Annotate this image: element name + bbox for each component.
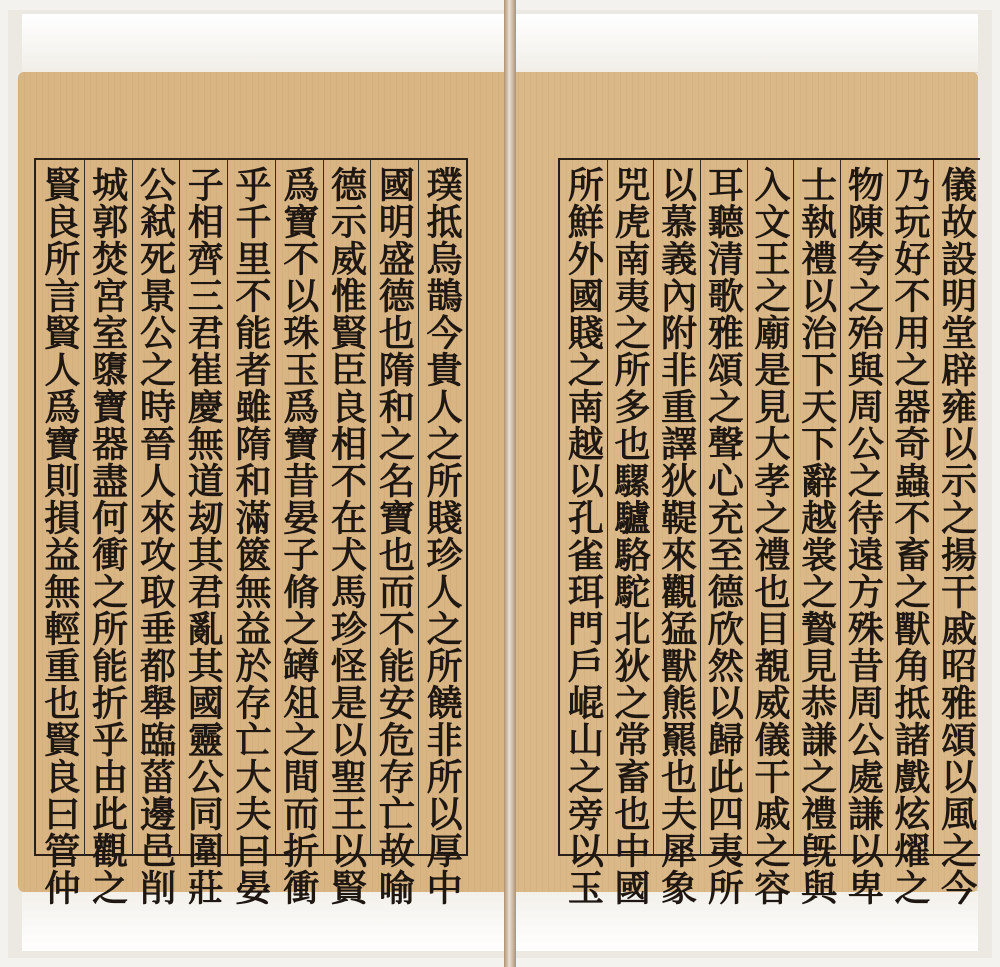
right-page-column: 乃玩好不用之器奇蟲不畜之獸角抵諸戲炫燿之 [889,166,931,906]
left-page-column: 公弒死景公之時晉人來攻取垂都舉臨菑邊邑削 [134,166,177,906]
right-page-column: 士執禮以治下天下辭越裳之贄見恭謙之禮旣與 [795,166,838,906]
right-page-column: 儀故設明堂辟雍以示之揚干戚昭雅頌以風之今 [935,166,978,906]
column-rule [84,160,85,854]
column-rule [653,160,654,854]
left-page-column: 德示威惟賢臣良相不在犬馬珍怪是以聖王以賢 [325,166,368,906]
right-text-frame [558,158,980,906]
right-page-column: 物陳夸之殆與周公之待遠方殊昔周公處謙以卑 [842,166,885,906]
column-rule [418,160,419,854]
column-rule [132,160,133,854]
column-rule [747,160,748,854]
column-rule [793,160,794,854]
column-rule [323,160,324,854]
left-text-frame [34,158,468,906]
left-page-column: 璞抵烏鵲今貴人之所賤珍人之所饒非所以厚中 [421,166,464,906]
right-page-column: 以慕義內附非重譯狄鞮來觀猛獸熊羆也夫犀象 [655,166,698,906]
book-gutter [504,0,516,967]
column-rule [607,160,608,854]
right-page-column: 耳聽清歌雅頌之聲心充至德欣然以歸此四夷所 [702,166,745,906]
column-rule [700,160,701,854]
column-rule [227,160,228,854]
left-page-column: 乎千里不能者雖隋和滿篋無益於存亡大夫曰晏 [230,166,272,906]
column-rule [179,160,180,854]
column-rule [933,160,934,854]
column-rule [370,160,371,854]
right-page-column: 兕虎南夷之所多也騾驢駱駝北狄之常畜也中國 [609,166,651,906]
right-page-column: 入文王之廟是見大孝之禮也目覩威儀干戚之容 [749,166,791,906]
column-rule [840,160,841,854]
right-page-column: 所鮮外國賤之南越以孔雀珥門戶崐山之旁以玉 [562,166,605,906]
column-rule [887,160,888,854]
left-page-column: 賢良所言賢人爲寶則損益無輕重也賢良曰管仲 [38,166,81,906]
left-page-column: 國明盛德也隋和之名寶也而不能安危存亡故喻 [373,166,416,906]
page-stack-top [22,14,978,73]
left-page-column: 爲寶不以珠玉爲寶昔晏子脩之罇俎之間而折衝 [277,166,320,906]
column-rule [275,160,276,854]
left-page-column: 子相齊三君崔慶無道刼其君亂其國靈公同圍莊 [182,166,225,906]
left-page-column: 城郭焚宮室隳寶器盡何衝之所能折乎由此觀之 [86,166,129,906]
